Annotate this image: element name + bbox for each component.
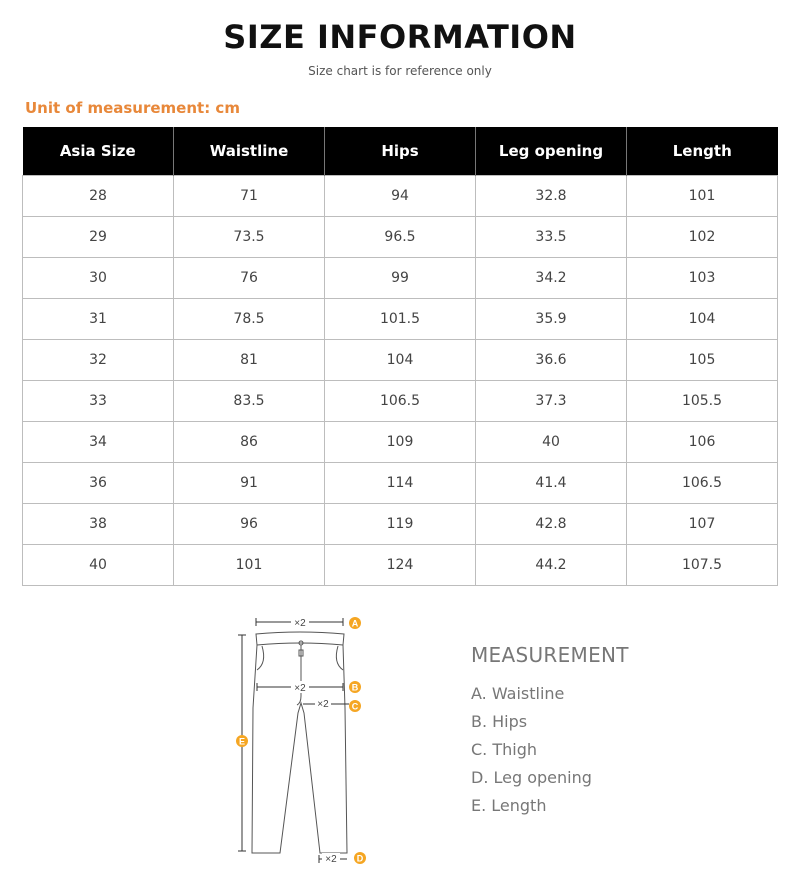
measurement-item: B. Hips bbox=[471, 712, 528, 731]
column-header: Asia Size bbox=[23, 127, 174, 175]
table-cell: 94 bbox=[325, 175, 476, 216]
table-cell: 109 bbox=[325, 421, 476, 462]
table-cell: 40 bbox=[476, 421, 627, 462]
table-cell: 114 bbox=[325, 462, 476, 503]
table-cell: 83.5 bbox=[174, 380, 325, 421]
table-cell: 105 bbox=[627, 339, 778, 380]
pants-pocket bbox=[336, 646, 343, 670]
table-cell: 106.5 bbox=[627, 462, 778, 503]
measurement-item: C. Thigh bbox=[471, 740, 537, 759]
table-cell: 101.5 bbox=[325, 298, 476, 339]
measurement-item: A. Waistline bbox=[471, 684, 565, 703]
table-cell: 96.5 bbox=[325, 216, 476, 257]
pants-diagram bbox=[225, 608, 375, 870]
table-cell: 35.9 bbox=[476, 298, 627, 339]
table-body bbox=[23, 175, 778, 585]
table-cell: 86 bbox=[174, 421, 325, 462]
column-header: Length bbox=[627, 127, 778, 175]
measurement-item: D. Leg opening bbox=[471, 768, 592, 787]
page-title: SIZE INFORMATION bbox=[223, 18, 577, 56]
page-subtitle: Size chart is for reference only bbox=[308, 64, 492, 78]
table-row bbox=[23, 339, 778, 380]
marker-d-label: D bbox=[356, 853, 364, 864]
table-cell: 33.5 bbox=[476, 216, 627, 257]
marker-b-label: B bbox=[351, 682, 359, 693]
column-header: Leg opening bbox=[476, 127, 627, 175]
table-cell: 96 bbox=[174, 503, 325, 544]
table-cell: 71 bbox=[174, 175, 325, 216]
table-cell: 76 bbox=[174, 257, 325, 298]
table-cell: 107 bbox=[627, 503, 778, 544]
table-cell: 34 bbox=[23, 421, 174, 462]
pants-waistband bbox=[256, 632, 344, 645]
table-cell: 91 bbox=[174, 462, 325, 503]
table-cell: 104 bbox=[325, 339, 476, 380]
table-cell: 37.3 bbox=[476, 380, 627, 421]
table-cell: 31 bbox=[23, 298, 174, 339]
table-row bbox=[23, 257, 778, 298]
table-row bbox=[23, 298, 778, 339]
table-cell: 44.2 bbox=[476, 544, 627, 585]
table-cell: 107.5 bbox=[627, 544, 778, 585]
table-cell: 40 bbox=[23, 544, 174, 585]
size-table bbox=[22, 127, 778, 586]
multiplier-label-b: ×2 bbox=[294, 683, 306, 694]
marker-c-label: C bbox=[351, 701, 359, 712]
table-header-row bbox=[23, 127, 778, 175]
table-cell: 36 bbox=[23, 462, 174, 503]
multiplier-label-a: ×2 bbox=[294, 618, 306, 629]
table-cell: 106 bbox=[627, 421, 778, 462]
table-row bbox=[23, 380, 778, 421]
pants-pocket bbox=[257, 646, 264, 670]
table-row bbox=[23, 544, 778, 585]
table-cell: 105.5 bbox=[627, 380, 778, 421]
table-cell: 81 bbox=[174, 339, 325, 380]
table-row bbox=[23, 503, 778, 544]
table-cell: 101 bbox=[627, 175, 778, 216]
measurement-title: MEASUREMENT bbox=[471, 643, 629, 667]
table-row bbox=[23, 462, 778, 503]
table-cell: 104 bbox=[627, 298, 778, 339]
table-cell: 41.4 bbox=[476, 462, 627, 503]
table-cell: 101 bbox=[174, 544, 325, 585]
multiplier-label-d: ×2 bbox=[325, 854, 337, 865]
table-cell: 103 bbox=[627, 257, 778, 298]
table-row bbox=[23, 175, 778, 216]
column-header: Waistline bbox=[174, 127, 325, 175]
marker-e-label: E bbox=[238, 736, 246, 747]
multiplier-label-c: ×2 bbox=[317, 699, 329, 710]
table-cell: 124 bbox=[325, 544, 476, 585]
table-cell: 34.2 bbox=[476, 257, 627, 298]
table-cell: 28 bbox=[23, 175, 174, 216]
table-cell: 119 bbox=[325, 503, 476, 544]
table-row bbox=[23, 216, 778, 257]
table-cell: 29 bbox=[23, 216, 174, 257]
table-cell: 30 bbox=[23, 257, 174, 298]
measurement-item: E. Length bbox=[471, 796, 547, 815]
table-cell: 42.8 bbox=[476, 503, 627, 544]
table-cell: 102 bbox=[627, 216, 778, 257]
table-cell: 33 bbox=[23, 380, 174, 421]
table-cell: 38 bbox=[23, 503, 174, 544]
table-row bbox=[23, 421, 778, 462]
pants-outline bbox=[252, 645, 347, 853]
table-cell: 99 bbox=[325, 257, 476, 298]
measurement-list bbox=[471, 684, 592, 824]
table-cell: 32 bbox=[23, 339, 174, 380]
table-cell: 32.8 bbox=[476, 175, 627, 216]
table-cell: 73.5 bbox=[174, 216, 325, 257]
table-cell: 36.6 bbox=[476, 339, 627, 380]
marker-a-label: A bbox=[351, 618, 359, 629]
unit-label: Unit of measurement: cm bbox=[25, 99, 240, 117]
column-header: Hips bbox=[325, 127, 476, 175]
table-cell: 106.5 bbox=[325, 380, 476, 421]
table-cell: 78.5 bbox=[174, 298, 325, 339]
